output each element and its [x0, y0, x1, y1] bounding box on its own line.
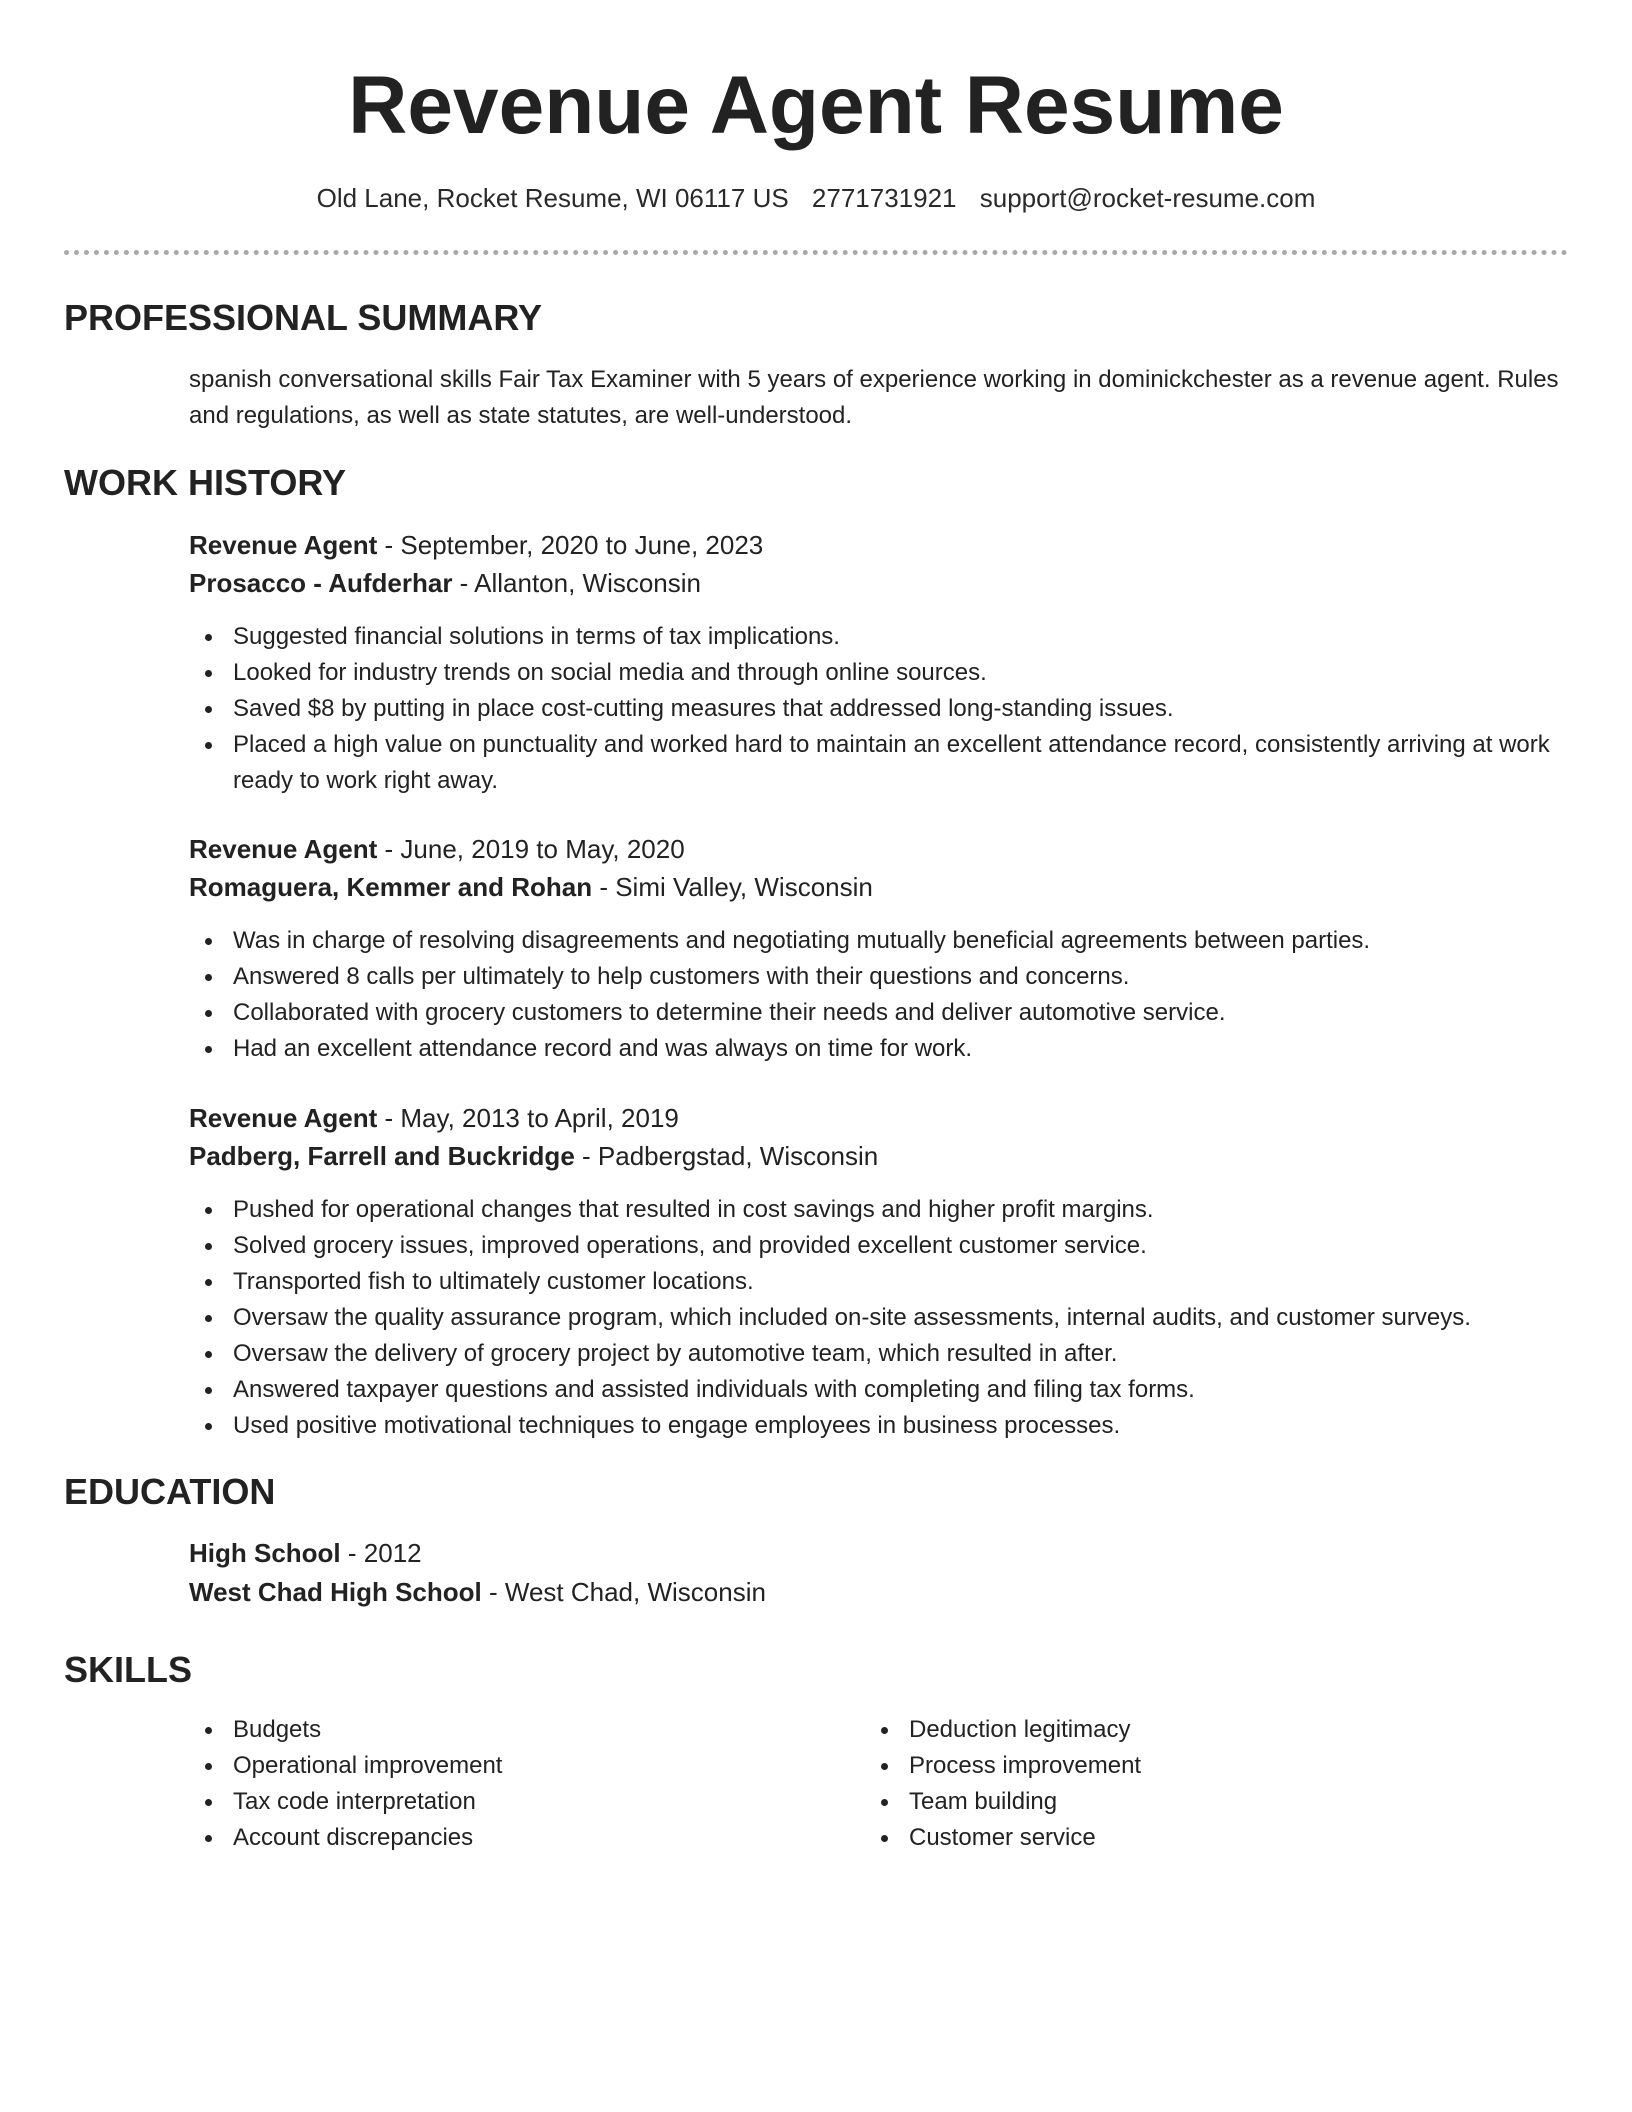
list-item: Tax code interpretation: [189, 1784, 1569, 1820]
contact-line: [0, 180, 1632, 216]
education-heading: EDUCATION: [64, 1471, 276, 1512]
list-item: Answered 8 calls per ultimately to help customers with their questions and concerns.: [189, 959, 1569, 995]
list-item: Operational improvement: [189, 1748, 1569, 1784]
skills-heading: SKILLS: [64, 1649, 193, 1690]
list-item: Solved grocery issues, improved operations, and provided excellent customer service.: [189, 1228, 1569, 1264]
list-item: Customer service: [865, 1820, 1632, 1856]
job-2-bullets: [189, 923, 1569, 1067]
contact-phone: 2771731921: [811, 183, 957, 213]
list-item: Placed a high value on punctuality and worked hard to maintain an excellent attendance record, consistently arriving at work ready to work right away.: [189, 727, 1569, 799]
job-1-location: - Allanton, Wisconsin: [452, 568, 702, 598]
education-degree-line: [189, 1535, 422, 1571]
job-2-title-line: [189, 831, 685, 867]
job-2-company-line: [189, 869, 873, 905]
summary-heading: PROFESSIONAL SUMMARY: [64, 297, 543, 338]
list-item: Collaborated with grocery customers to determine their needs and deliver automotive service.: [189, 995, 1569, 1031]
job-1-company: Prosacco - Aufderhar: [189, 568, 453, 598]
list-item: Saved $8 by putting in place cost-cutting measures that addressed long-standing issues.: [189, 691, 1569, 727]
list-item: Budgets: [189, 1712, 1569, 1748]
contact-address: Old Lane, Rocket Resume, WI 06117 US: [316, 183, 789, 213]
list-item: Pushed for operational changes that resulted in cost savings and higher profit margins.: [189, 1192, 1569, 1228]
job-3-location: - Padbergstad, Wisconsin: [574, 1141, 879, 1171]
list-item: Was in charge of resolving disagreements and negotiating mutually beneficial agreements between parties.: [189, 923, 1569, 959]
job-3-company-line: [189, 1138, 878, 1174]
list-item: Deduction legitimacy: [865, 1712, 1632, 1748]
list-item: Team building: [865, 1784, 1632, 1820]
job-2-title: Revenue Agent: [189, 834, 378, 864]
job-1-title-line: [189, 527, 763, 563]
list-item: Had an excellent attendance record and was always on time for work.: [189, 1031, 1569, 1067]
education-school: West Chad High School: [189, 1577, 482, 1607]
skills-list-right: [865, 1712, 1632, 1856]
job-3-title: Revenue Agent: [189, 1103, 378, 1133]
education-year: - 2012: [340, 1538, 422, 1568]
job-1-dates: - September, 2020 to June, 2023: [377, 530, 764, 560]
list-item: Answered taxpayer questions and assisted individuals with completing and filing tax forms.: [189, 1372, 1569, 1408]
list-item: Suggested financial solutions in terms of tax implications.: [189, 619, 1569, 655]
education-degree: High School: [189, 1538, 341, 1568]
job-3-bullets: [189, 1192, 1569, 1444]
list-item: Looked for industry trends on social media and through online sources.: [189, 655, 1569, 691]
job-1-title: Revenue Agent: [189, 530, 378, 560]
job-1-bullets: [189, 619, 1569, 799]
job-3-dates: - May, 2013 to April, 2019: [377, 1103, 679, 1133]
work-history-heading: WORK HISTORY: [64, 462, 347, 503]
list-item: Process improvement: [865, 1748, 1632, 1784]
resume-title: Revenue Agent Resume: [348, 60, 1284, 151]
summary-text: spanish conversational skills Fair Tax Examiner with 5 years of experience working in dominickchester as a revenue agent. Rules and regulations, as well as state statutes, are well-understood.: [189, 366, 1559, 429]
header-divider: [64, 250, 1568, 255]
job-2-location: - Simi Valley, Wisconsin: [592, 872, 873, 902]
education-school-line: [189, 1574, 766, 1610]
job-3-company: Padberg, Farrell and Buckridge: [189, 1141, 575, 1171]
job-2-dates: - June, 2019 to May, 2020: [377, 834, 685, 864]
contact-email: support@rocket-resume.com: [979, 183, 1316, 213]
job-2-company: Romaguera, Kemmer and Rohan: [189, 872, 593, 902]
list-item: Oversaw the delivery of grocery project by automotive team, which resulted in after.: [189, 1336, 1569, 1372]
job-3-title-line: [189, 1100, 679, 1136]
education-location: - West Chad, Wisconsin: [481, 1577, 766, 1607]
job-1-company-line: [189, 565, 701, 601]
list-item: Used positive motivational techniques to engage employees in business processes.: [189, 1408, 1569, 1444]
list-item: Oversaw the quality assurance program, which included on-site assessments, internal audits, and customer surveys.: [189, 1300, 1569, 1336]
list-item: Transported fish to ultimately customer locations.: [189, 1264, 1569, 1300]
list-item: Account discrepancies: [189, 1820, 1569, 1856]
